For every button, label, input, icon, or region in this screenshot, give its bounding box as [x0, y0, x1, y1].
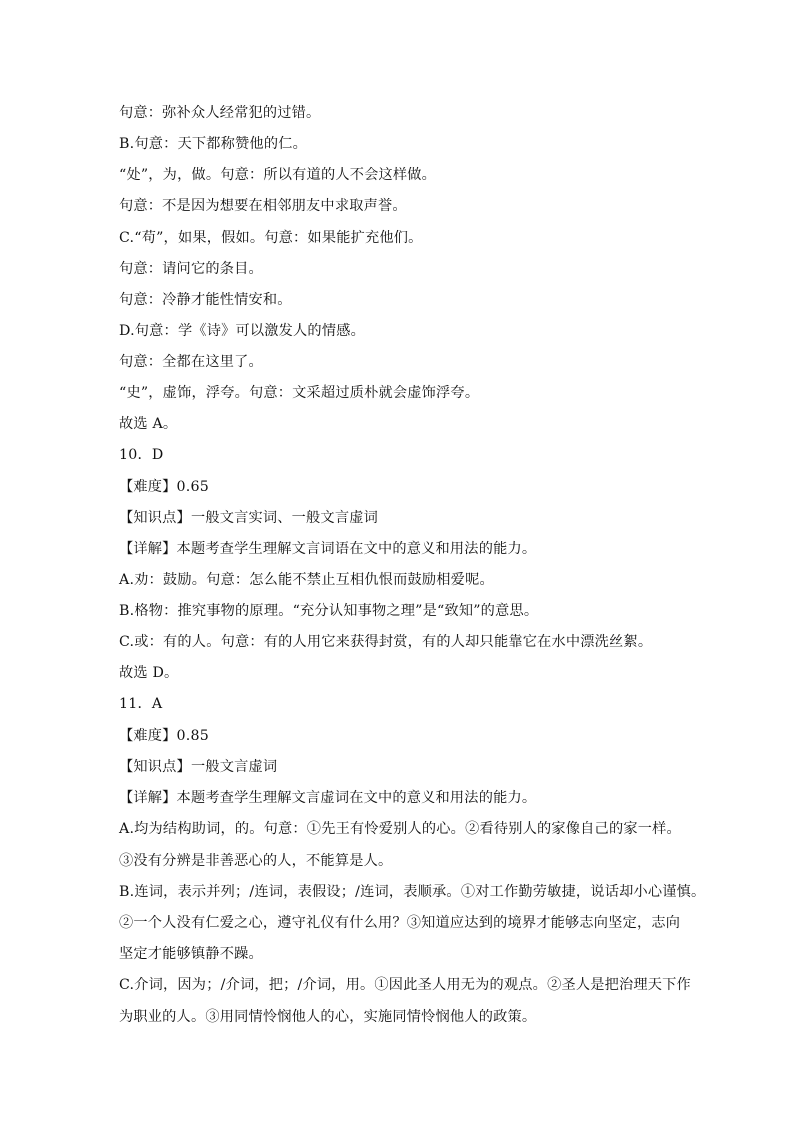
explanation-label: 【详解】本题考查学生理解文言词语在文中的意义和用法的能力。: [119, 541, 537, 557]
text-line: A.均为结构助词，的。句意：①先王有怜爱别人的心。②看待别人的家像自己的家一样。: [119, 821, 681, 837]
text-line: “处”，为，做。句意：所以有道的人不会这样做。: [119, 167, 437, 183]
text-line: “史”，虚饰，浮夸。句意：文采超过质朴就会虚饰浮夸。: [119, 385, 480, 401]
text-line: 故选 D。: [119, 665, 179, 681]
text-line: C.“苟”，如果，假如。句意：如果能扩充他们。: [119, 230, 423, 246]
text-line: B.格物：推究事物的原理。“充分认知事物之理”是“致知”的意思。: [119, 603, 539, 619]
explanation-label: 【详解】本题考查学生理解文言虚词在文中的意义和用法的能力。: [119, 790, 537, 806]
text-line: ②一个人没有仁爱之心，遵守礼仪有什么用？③知道应达到的境界才能够志向坚定，志向: [119, 915, 681, 931]
difficulty-label: 【难度】0.65: [119, 479, 209, 495]
text-line: 句意：弥补众人经常犯的过错。: [119, 105, 321, 121]
difficulty-label: 【难度】0.85: [119, 728, 209, 744]
text-line: 句意：冷静才能性情安和。: [119, 292, 292, 308]
text-line: 句意：全都在这里了。: [119, 354, 263, 370]
text-line: 句意：不是因为想要在相邻朋友中求取声誉。: [119, 198, 407, 214]
question-number: 11．A: [119, 696, 163, 712]
text-line: C.或：有的人。句意：有的人用它来获得封赏，有的人却只能靠它在水中漂洗丝絮。: [119, 634, 653, 650]
question-number: 10．D: [119, 447, 164, 463]
text-line: B.连词，表示并列；/连词，表假设；/连词，表顺承。①对工作勤劳敏捷，说话却小心谨慎。: [119, 884, 706, 900]
text-line: C.介词，因为；/介词，把；/介词，用。①因此圣人用无为的观点。②圣人是把治理天下作: [119, 977, 691, 993]
knowledge-point-label: 【知识点】一般文言实词、一般文言虚词: [119, 510, 378, 526]
text-line: 坚定才能够镇静不躁。: [119, 946, 263, 962]
text-line: B.句意：天下都称赞他的仁。: [119, 136, 307, 152]
text-line: 为职业的人。③用同情怜悯他人的心，实施同情怜悯他人的政策。: [119, 1009, 537, 1025]
text-line: A.劝：鼓励。句意：怎么能不禁止互相仇恨而鼓励相爱呢。: [119, 572, 494, 588]
knowledge-point-label: 【知识点】一般文言虚词: [119, 759, 278, 775]
text-line: 句意：请问它的条目。: [119, 261, 263, 277]
text-line: ③没有分辨是非善恶心的人，不能算是人。: [119, 853, 393, 869]
text-line: 故选 A。: [119, 416, 178, 432]
text-line: D.句意：学《诗》可以激发人的情感。: [119, 323, 365, 339]
